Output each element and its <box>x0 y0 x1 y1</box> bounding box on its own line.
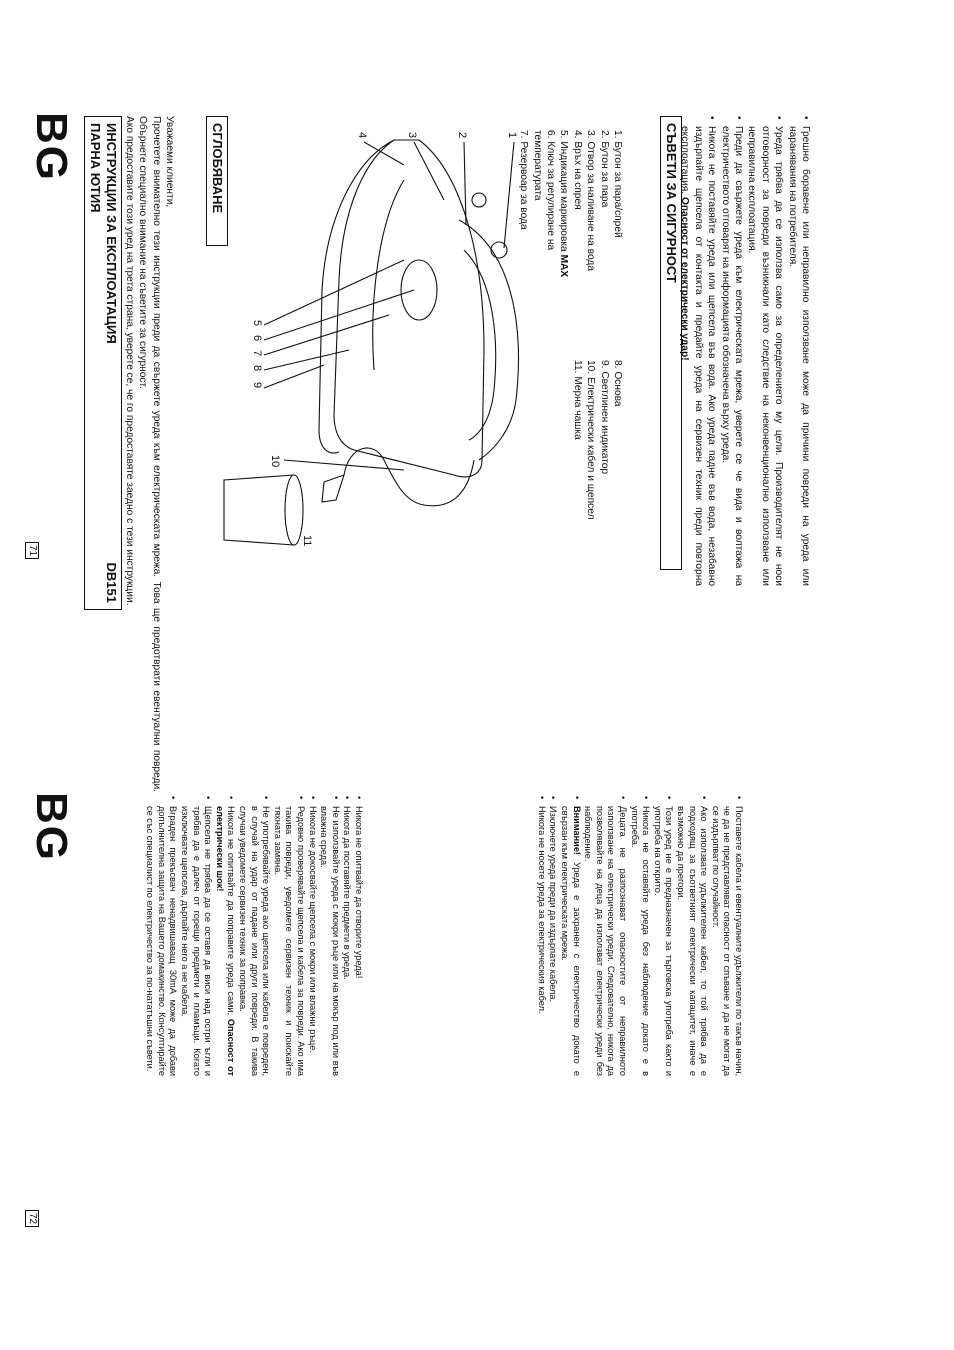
safety-item: • Никога не опитвайте да отворите уреда! <box>352 796 364 1076</box>
diagram-label-8: 8 <box>251 365 263 372</box>
safety-item: • Този уред не е предназначен за търговска употреба както и употреба на открито. <box>651 796 674 1076</box>
iron-body <box>334 140 484 477</box>
safety-item: • Не използвайте уреда с мокри ръце или на мокър под или във влажна среда. <box>318 796 341 1076</box>
intro-paragraph-2: Ако предоставите този уред на трета страна, уверете се, че го предоставяте заедно с тези инструкции. <box>123 116 135 606</box>
diagram-label-9: 9 <box>251 382 263 389</box>
diagram-label-1: 1 <box>506 132 518 139</box>
safety-item: • Уреда трябва да се използва само за определението му цели. Производителят не носи отговорност за повреди възникнали като следствие на неконвенционално използване или неправилна експлоатация. <box>745 116 785 586</box>
part-5-max: MAX <box>558 254 570 278</box>
safety-item: • Никога не оставяйте уреда без наблюдение докато е в употреба. <box>628 796 651 1076</box>
title-box <box>84 116 122 610</box>
safety-list-continued-a <box>144 796 364 1076</box>
safety-item: • Никога не носете уреда за електрическия кабел. <box>535 796 547 1076</box>
intro-text <box>122 116 176 792</box>
safety-item: • Редовно проверявайте щепсела и кабела за повреди. Ако има такива повреди, уведомете сервизен техник и поискайте тяхната замяна. <box>271 796 306 1076</box>
part-6-cont: температурата <box>531 130 543 201</box>
part-8: 8. Основа <box>612 360 623 407</box>
part-2: 2. Бутон за пара <box>598 130 610 208</box>
diagram-label-5: 5 <box>251 320 263 327</box>
safety-item: • Внимание! Уреда е захранен с електричество докато е свързан към електрическата мрежа. <box>559 796 582 1076</box>
steam-button <box>472 193 486 207</box>
safety-item: • Преди да свържете уреда към електрическата мрежа, уверете се че вида и волтажа на електричеството отговарят на информацията обозначена върху уреда. <box>718 116 745 586</box>
safety-item: • Грешно боравене или неправилно използване може да причини повреди на уреда или наранявания на потребителя. <box>785 116 812 586</box>
language-mark-left: BG <box>27 112 76 182</box>
safety-item: • Щепсела не трябва да се оставя да виси над остри ъгли и трябва да е далеч от горещи предмети и пламъци. Когато изключвате щепсела, дърпайте него а не кабела. <box>179 796 214 1076</box>
page-number-right: 72 <box>25 1210 39 1227</box>
diagram-label-10: 10 <box>269 455 281 468</box>
diagram-label-2: 2 <box>456 132 468 139</box>
document-title: ИНСТРУКЦИИ ЗА ЕКСПЛОАТАЦИЯ <box>104 123 119 344</box>
safety-item: • Поставете кабела и евентуалните удължители по такъв начин, че да не представляват опасност от спъване и да не могат да се издърпват по случайност. <box>709 796 744 1076</box>
safety-item: • Никога не опитвайте да поправите уреда сами. Опасност от електрически шок! <box>213 796 236 1076</box>
diagram-label-4: 4 <box>356 132 368 139</box>
part-5: 5. Индикация маркировка <box>558 130 570 252</box>
safety-item: • Ако използвате удължителен кабел, то той трябва да е подходящ за съответният електрически капацитет, иначе е възможно да прегори. <box>674 796 709 1076</box>
safety-item: • Вграден прекъсвач ненадвишаващ 30mA може да добави допълнителна защита на Вашето домакинство. Консултирайте се със специалист по електричество за по-нататъшни съвети. <box>144 796 179 1076</box>
safety-item: • Никога да поставяйте предмети в уреда. <box>341 796 353 1076</box>
safety-list <box>678 116 812 586</box>
part-4: 4. Връх на спрея <box>571 130 583 210</box>
power-cable <box>344 448 474 506</box>
plug <box>322 475 344 502</box>
assembly-heading: СГЛОБЯВАНЕ <box>206 116 228 246</box>
safety-item: • Никога не докосвайте щепсела с мокри или влажни ръце. <box>306 796 318 1076</box>
part-3: 3. Отвор за наливане на вода <box>585 130 597 272</box>
part-11: 11. Мерна чашка <box>571 360 583 440</box>
part-1: 1. Бутон за пара/спрей <box>612 130 623 238</box>
part-9: 9. Светлинен индикатор <box>598 360 610 475</box>
iron-handle <box>459 220 518 460</box>
intro-greeting: Уважаеми клиенти, <box>164 116 175 208</box>
parts-list-col2 <box>570 360 624 520</box>
diagram-label-7: 7 <box>251 350 263 357</box>
safety-list-continued-b <box>535 796 744 1076</box>
measuring-cup <box>224 475 303 545</box>
safety-item: • Изключете уреда преди да издърпате кабела. <box>547 796 559 1076</box>
part-7: 7. Резервоар за вода <box>518 130 530 230</box>
temperature-dial <box>401 260 437 320</box>
diagram-label-6: 6 <box>251 335 263 342</box>
part-10: 10. Електрически кабел и щепсел <box>585 360 597 520</box>
iron-diagram <box>251 130 554 550</box>
diagram-label-3: 3 <box>406 132 418 139</box>
language-mark-right: BG <box>27 792 76 862</box>
part-6: 6. Ключ за регулиране на <box>544 130 556 251</box>
safety-item: • Не употребявайте уреда ако щепсела или кабела е повреден, в случай на удар от падане или други повреди. В такива случаи уведомете сервизен техник за поправка. <box>236 796 271 1076</box>
intro-paragraph-1: Прочетете внимателно тези инструкции преди да свържете уреда към електрическата мрежа. Това ще предотврати евентуални повреди. Обърнете специално внимание на съветите за сигурност. <box>137 116 162 792</box>
model-number: DB151 <box>104 562 119 603</box>
document-subtitle: ПАРНА ЮТИЯ <box>88 123 103 213</box>
safety-item: • Децата не разпознават опасностите от неправилното използване на електрически уреди. Следователно, никога да позволявайте на деца да използват електрически уреди без наблюдение. <box>582 796 628 1076</box>
safety-heading: СЪВЕТИ ЗА СИГУРНОСТ <box>660 116 682 570</box>
soleplate <box>319 140 394 453</box>
parts-list-col1 <box>517 130 624 277</box>
diagram-label-11: 11 <box>301 535 313 547</box>
safety-item: • Никога не поставяйте уреда или щепсела във вода. Ако уреда падне във вода, незабавно издърпайте щепсела от контакта и предайте уреда на сервизен техник преди повторна експлоатация. Опасност от електрически удар! <box>678 116 718 586</box>
page-number-left: 71 <box>25 542 39 559</box>
